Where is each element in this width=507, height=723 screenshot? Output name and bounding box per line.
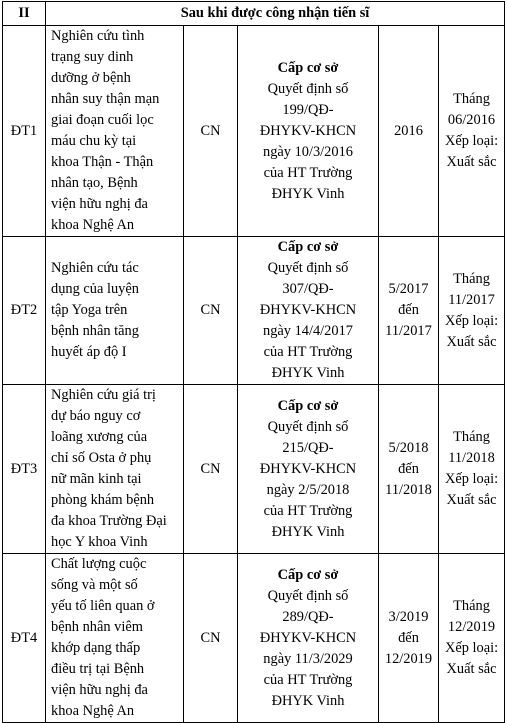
text-line: loãng xương của — [51, 429, 148, 445]
project-result — [439, 385, 505, 554]
text-line: Tháng — [453, 91, 490, 107]
project-code: ĐT1 — [3, 26, 46, 237]
project-role: CN — [184, 237, 238, 385]
project-level — [238, 554, 379, 723]
text-line: 12/2019 — [447, 619, 496, 635]
text-line: của HT Trường — [263, 164, 353, 181]
project-role: CN — [184, 385, 238, 554]
text-line: đến — [398, 460, 419, 477]
text-line: Quyết định số — [267, 80, 349, 97]
text-line: Nghiên cứu giá trị — [51, 387, 156, 403]
text-line: điều trị tại Bệnh — [51, 661, 145, 677]
text-line: 2016 — [394, 122, 423, 139]
text-line: huyết áp độ I — [51, 344, 127, 360]
text-line: ĐHYK Vinh — [271, 523, 345, 540]
text-line: ngày 2/5/2018 — [266, 481, 350, 498]
text-line: 11/2017 — [448, 291, 495, 308]
text-line: dự báo nguy cơ — [51, 408, 141, 424]
text-line: dụng của luyện — [51, 281, 139, 297]
text-line: Tháng — [453, 598, 490, 614]
table-row — [3, 385, 505, 554]
text-line: Tháng — [453, 270, 490, 287]
project-code: ĐT2 — [3, 237, 46, 385]
text-line: khớp dạng thấp — [51, 640, 141, 656]
table-row — [3, 26, 505, 237]
text-line: 11/2018 — [448, 450, 495, 466]
text-line: ĐHYKV-KHCN — [259, 629, 357, 646]
text-line: bệnh nhân viêm — [51, 619, 143, 635]
text-line: viện hữu nghị đa — [51, 682, 148, 698]
text-line: chỉ số Osta ở phụ — [51, 450, 152, 466]
section-header-row — [3, 2, 505, 26]
text-line: phòng khám bệnh — [51, 492, 155, 508]
text-line: Quyết định số — [267, 418, 349, 435]
level-heading: Cấp cơ sở — [277, 59, 339, 76]
text-line: khoa Nghệ An — [51, 703, 135, 719]
project-level — [238, 26, 379, 237]
project-title — [46, 554, 184, 723]
text-line: Xuất sắc — [446, 661, 497, 677]
table-row — [3, 554, 505, 723]
text-line: nữ mãn kinh tại — [51, 471, 142, 487]
text-line: 307/QĐ- — [282, 281, 334, 297]
text-line: Xuất sắc — [446, 333, 497, 350]
text-line: nhân suy thận mạn — [51, 91, 160, 107]
text-line: ngày 14/4/2017 — [263, 323, 353, 339]
text-line: của HT Trường — [263, 502, 353, 519]
project-result — [439, 237, 505, 385]
text-line: nhân tạo, Bệnh — [51, 175, 138, 191]
text-line: 215/QĐ- — [282, 439, 334, 456]
project-period — [379, 385, 439, 554]
level-heading: Cấp cơ sở — [277, 397, 339, 414]
project-result — [439, 26, 505, 237]
text-line: của HT Trường — [263, 671, 353, 688]
text-line: tập Yoga trên — [51, 302, 128, 318]
text-line: giai đoạn cuối lọc — [51, 112, 154, 128]
project-title — [46, 237, 184, 385]
project-title — [46, 26, 184, 237]
text-line: học Y khoa Vinh — [51, 534, 148, 550]
project-period — [379, 237, 439, 385]
text-line: ĐHYK Vinh — [271, 365, 345, 381]
text-line: Xuất sắc — [446, 154, 497, 170]
text-line: viện hữu nghị đa — [51, 196, 148, 212]
text-line: ĐHYK Vinh — [271, 692, 345, 709]
project-level — [238, 237, 379, 385]
project-role: CN — [184, 26, 238, 237]
text-line: khoa Nghệ An — [51, 217, 135, 233]
level-heading: Cấp cơ sở — [277, 239, 339, 255]
level-heading: Cấp cơ sở — [277, 566, 339, 583]
text-line: dưỡng ở bệnh — [51, 70, 131, 86]
table-row — [3, 237, 505, 385]
text-line: 06/2016 — [447, 112, 496, 128]
text-line: Tháng — [453, 429, 490, 445]
text-line: bệnh nhân tăng — [51, 323, 139, 339]
project-period — [379, 554, 439, 723]
text-line: trạng suy dinh — [51, 49, 134, 65]
project-level — [238, 385, 379, 554]
section-index: II — [3, 2, 46, 26]
text-line: Chất lượng cuộc — [51, 556, 147, 572]
section-title: Sau khi được công nhận tiến sĩ — [46, 2, 505, 26]
text-line: Quyết định số — [267, 260, 349, 276]
project-result — [439, 554, 505, 723]
text-line: ĐHYKV-KHCN — [259, 460, 357, 477]
text-line: 3/2019 — [388, 608, 429, 625]
project-period — [379, 26, 439, 237]
project-title — [46, 385, 184, 554]
text-line: Xếp loại: — [444, 640, 499, 656]
text-line: ĐHYK Vinh — [271, 185, 345, 202]
text-line: Xếp loại: — [444, 133, 499, 149]
text-line: Xuất sắc — [446, 492, 497, 508]
text-line: khoa Thận - Thận — [51, 154, 154, 170]
text-line: Nghiên cứu tình — [51, 28, 145, 44]
text-line: 5/2018 — [388, 439, 429, 456]
text-line: 12/2019 — [384, 650, 433, 667]
project-code: ĐT4 — [3, 554, 46, 723]
text-line: yếu tố liên quan ở — [51, 598, 155, 614]
text-line: 199/QĐ- — [282, 101, 334, 118]
project-role: CN — [184, 554, 238, 723]
text-line: Quyết định số — [267, 587, 349, 604]
project-code: ĐT3 — [3, 385, 46, 554]
text-line: Xếp loại: — [444, 312, 499, 329]
text-line: ĐHYKV-KHCN — [259, 302, 357, 318]
text-line: máu chu kỳ tại — [51, 133, 137, 149]
text-line: đến — [398, 629, 419, 646]
text-line: 11/2017 — [385, 323, 432, 339]
text-line: 5/2017 — [388, 281, 429, 297]
text-line: Xếp loại: — [444, 471, 499, 487]
text-line: sống và một số — [51, 577, 138, 593]
text-line: 289/QĐ- — [282, 608, 334, 625]
text-line: ĐHYKV-KHCN — [259, 122, 357, 139]
research-projects-table — [2, 1, 505, 723]
text-line: của HT Trường — [263, 344, 353, 360]
text-line: đa khoa Trường Đại — [51, 513, 167, 529]
text-line: 11/2018 — [385, 481, 432, 498]
text-line: đến — [398, 302, 419, 318]
text-line: ngày 10/3/2016 — [263, 143, 353, 160]
text-line: ngày 11/3/2029 — [263, 650, 353, 667]
text-line: Nghiên cứu tác — [51, 260, 139, 276]
